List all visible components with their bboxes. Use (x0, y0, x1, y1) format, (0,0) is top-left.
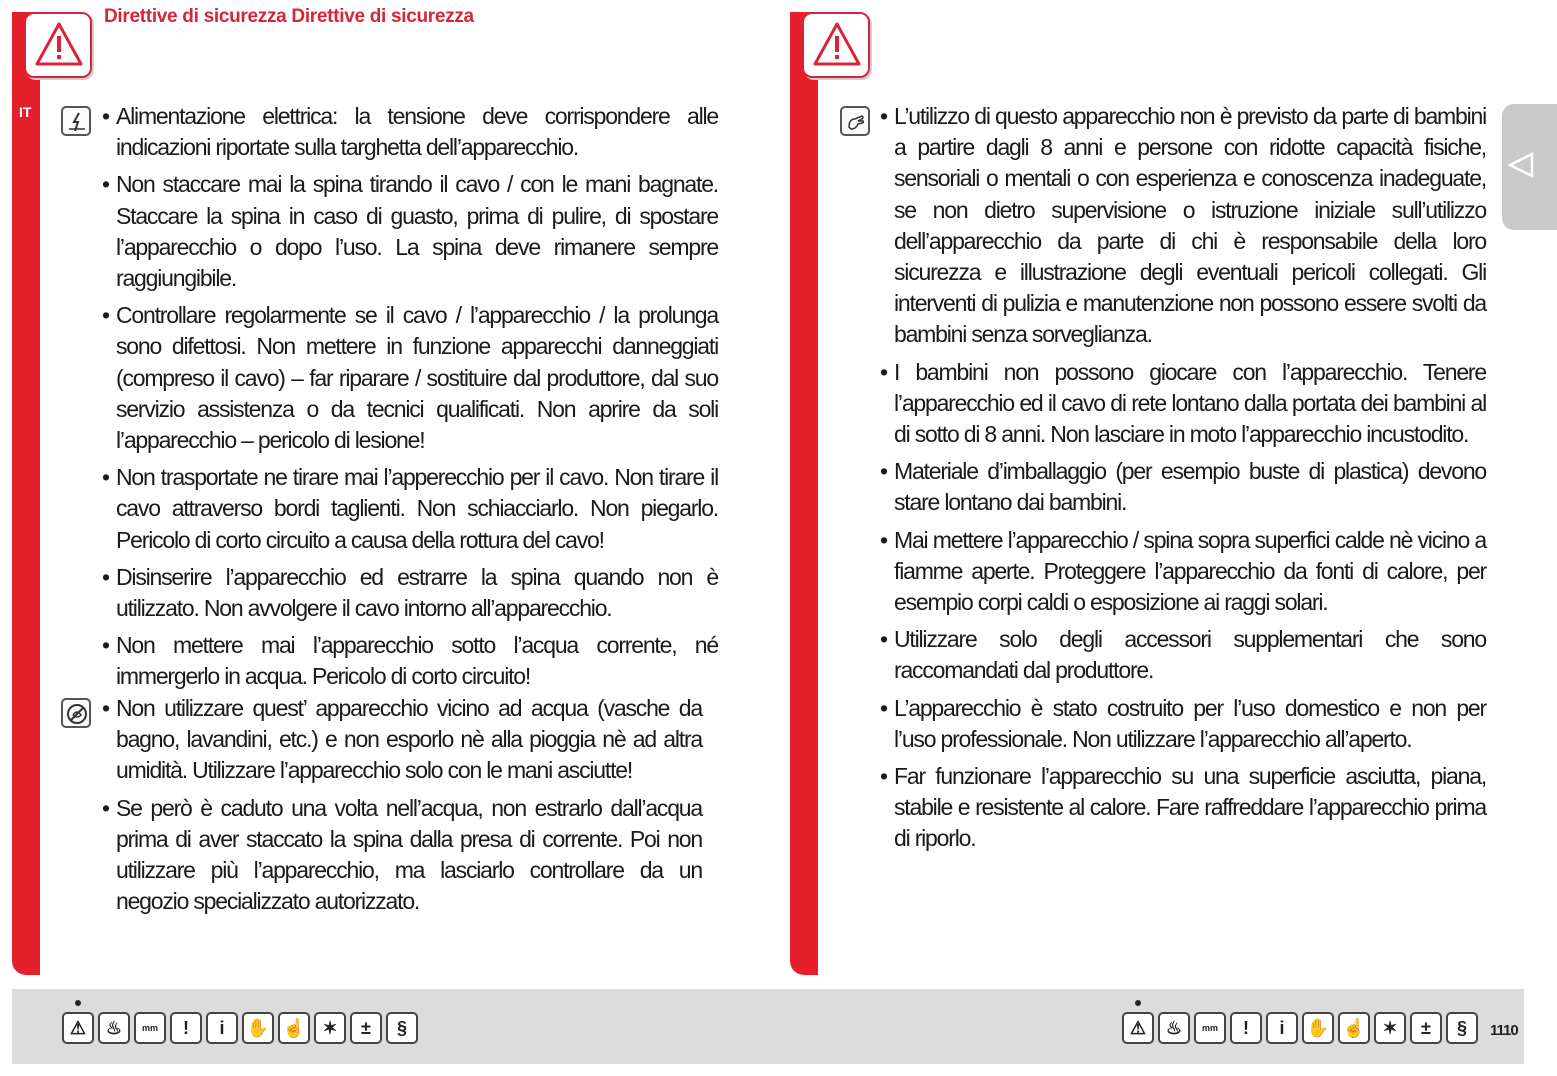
hand-icon[interactable]: ✋ (1302, 1012, 1334, 1044)
hand-icon[interactable]: ✋ (242, 1012, 274, 1044)
mm-icon[interactable]: mm (134, 1012, 166, 1044)
sparkle-icon[interactable]: ✶ (314, 1012, 346, 1044)
language-label: IT (19, 104, 32, 120)
page-turn-tab[interactable] (1502, 104, 1557, 230)
sparkle-icon[interactable]: ✶ (1374, 1012, 1406, 1044)
active-dot-indicator (75, 1000, 81, 1006)
left-safety-list-2 (102, 693, 702, 923)
list-item: • Materiale d’imballaggio (per esempio buste di plastica) devono stare lontano dai bambini. (880, 456, 1486, 518)
list-item: • Utilizzare solo degli accessori supplementari che sono raccomandati dal produttore. (880, 624, 1486, 686)
dryer-icon[interactable]: ♨ (1158, 1012, 1190, 1044)
electric-plug-icon (61, 106, 91, 136)
footer-icon-nav-right (1122, 1012, 1478, 1044)
left-warning-box (24, 12, 92, 78)
warning-triangle-icon (812, 20, 862, 70)
list-item: • Mai mettere l’apparecchio / spina sopra superfici calde nè vicino a fiamme aperte. Proteggere l’apparecchio da fonti di calore, per esempio corpi caldi o esposizione ai raggi solari. (880, 525, 1486, 619)
mm-icon[interactable]: mm (1194, 1012, 1226, 1044)
list-item: • Non staccare mai la spina tirando il cavo / con le mani bagnate. Staccare la spina in caso di guasto, prima di pulire, di spostare l’apparecchio o dopo l’uso. La spina deve rimanere sempre raggiungibile. (102, 169, 718, 294)
no-water-icon (61, 698, 91, 728)
active-dot-indicator (1135, 1000, 1141, 1006)
left-page (0, 0, 778, 990)
list-item: • L’apparecchio è stato costruito per l’uso domestico e non per l’uso professionale. Non utilizzare l’apparecchio all’aperto. (880, 693, 1486, 755)
footer-icon-nav-left (62, 1012, 418, 1044)
list-item: • Non utilizzare quest’ apparecchio vicino ad acqua (vasche da bagno, lavandini, etc.) e non esporlo nè alla pioggia nè ad altra umidità. Utilizzare l’apparecchio solo con le mani asciutte! (102, 693, 702, 787)
child-hand-icon (840, 106, 870, 136)
warning-triangle-icon (34, 20, 84, 70)
section-icon[interactable]: § (1446, 1012, 1478, 1044)
hand-touch-icon[interactable]: ☝ (1338, 1012, 1370, 1044)
right-page (778, 0, 1557, 990)
list-item: • Alimentazione elettrica: la tensione deve corrispondere alle indicazioni riportate sulla targhetta dell’apparecchio. (102, 101, 718, 163)
right-warning-box (802, 12, 870, 78)
plus-minus-icon[interactable]: ± (1410, 1012, 1442, 1044)
triangle-left-icon (1506, 150, 1536, 180)
exclamation-icon[interactable]: ! (1230, 1012, 1262, 1044)
list-item: • L’utilizzo di questo apparecchio non è previsto da parte di bambini a partire dagli 8 anni e persone con ridotte capacità fisiche, sensoriali o mentali o con esperienza e conoscenza inadeguate, se non dietro supervisione o istruzione iniziale sull’utilizzo dell’apparecchio da parte di chi è responsabile della loro sicurezza e illustrazione degli eventuali pericoli collegati. Gli interventi di pulizia e manutenzione non possono essere svolti da bambini senza sorveglianza. (880, 101, 1486, 351)
hand-touch-icon[interactable]: ☝ (278, 1012, 310, 1044)
right-safety-list (880, 101, 1486, 861)
info-icon[interactable]: i (1266, 1012, 1298, 1044)
exclamation-icon[interactable]: ! (170, 1012, 202, 1044)
plus-minus-icon[interactable]: ± (350, 1012, 382, 1044)
list-item: • Non mettere mai l’apparecchio sotto l’acqua corrente, né immergerlo in acqua. Pericolo di corto circuito! (102, 630, 718, 692)
list-item: • Controllare regolarmente se il cavo / l’apparecchio / la prolunga sono difettosi. Non mettere in funzione apparecchi danneggiati (compreso il cavo) – far riparare / sostituire dal produttore, dal suo servizio assistenza o da tecnici qualificati. Non aprire da soli l’apparecchio – pericolo di lesione! (102, 300, 718, 456)
page-title: Direttive di sicurezza Direttive di sicurezza (104, 6, 474, 27)
info-icon[interactable]: i (206, 1012, 238, 1044)
list-item: • Non trasportate ne tirare mai l’apperecchio per il cavo. Non tirare il cavo attraverso bordi taglienti. Non schiacciarlo. Non piegarlo. Pericolo di corto circuito a causa della rottura del cavo! (102, 462, 718, 556)
list-item: • I bambini non possono giocare con l’apparecchio. Tenere l’apparecchio ed il cavo di rete lontano dalla portata dei bambini al di sotto di 8 anni. Non lasciare in moto l’apparecchio incustodito. (880, 357, 1486, 451)
left-red-margin-bar (12, 12, 40, 975)
section-icon[interactable]: § (386, 1012, 418, 1044)
right-red-margin-bar (790, 12, 818, 975)
list-item: • Disinserire l’apparecchio ed estrarre la spina quando non è utilizzato. Non avvolgere il cavo intorno all’apparecchio. (102, 562, 718, 624)
list-item: • Se però è caduto una volta nell’acqua, non estrarlo dall’acqua prima di aver staccato la spina dalla presa di corrente. Poi non utilizzare più l’apparecchio, ma lasciarlo controllare da un negozio specializzato autorizzato. (102, 793, 702, 918)
list-item: • Far funzionare l’apparecchio su una superficie asciutta, piana, stabile e resistente al calore. Fare raffreddare l’apparecchio prima di riporlo. (880, 761, 1486, 855)
page-number: 1110 (1490, 1022, 1518, 1039)
warning-icon[interactable]: ⚠ (1122, 1012, 1154, 1044)
warning-icon[interactable]: ⚠ (62, 1012, 94, 1044)
left-safety-list-1 (102, 101, 718, 699)
dryer-icon[interactable]: ♨ (98, 1012, 130, 1044)
